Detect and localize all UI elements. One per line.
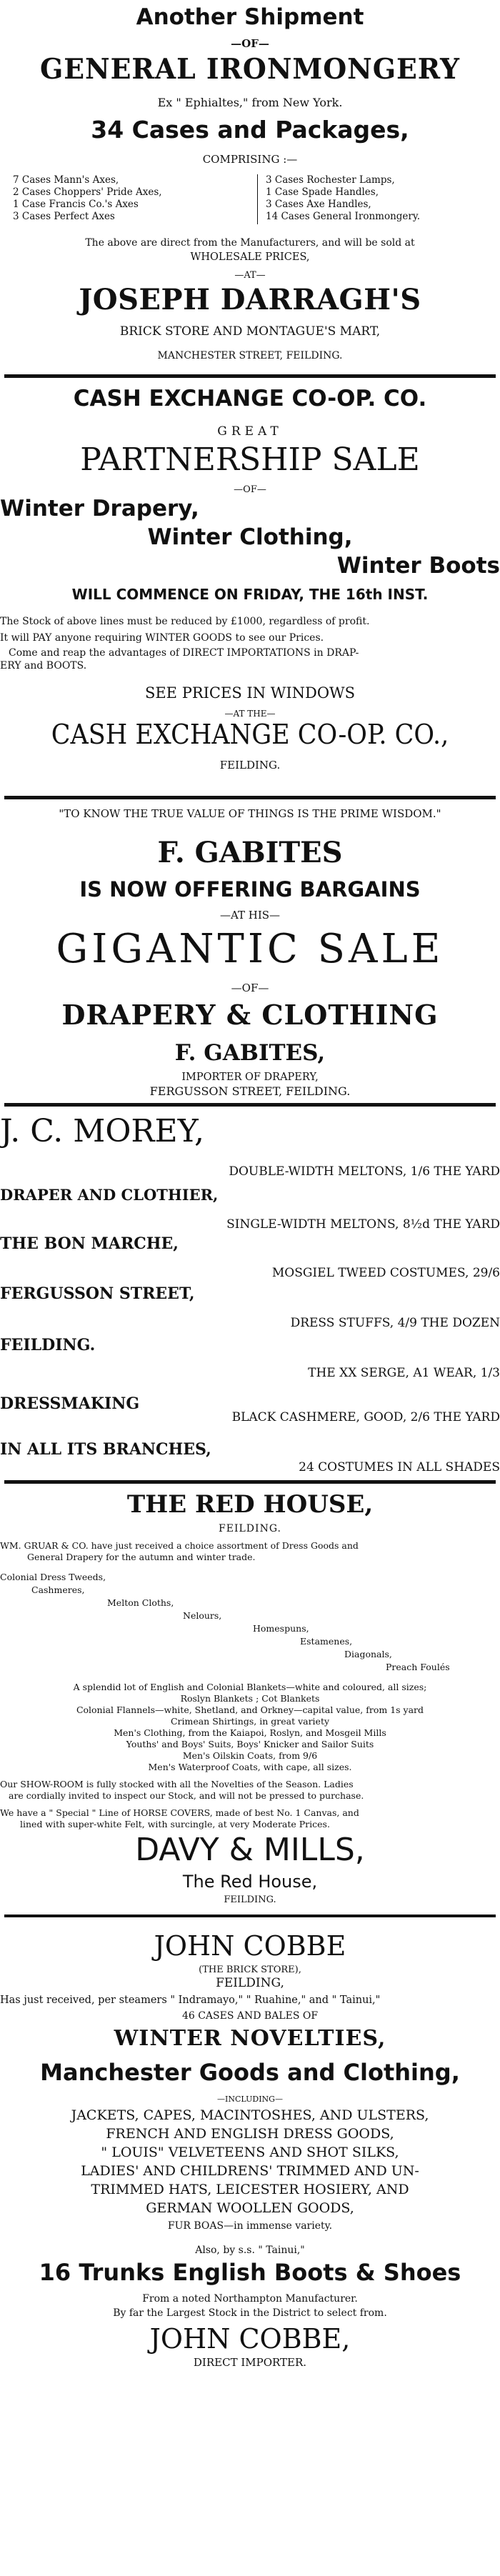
stuff-estamenes: Estamenes, xyxy=(300,1636,353,1647)
trunks-heading: 16 Trunks English Boots & Shoes xyxy=(39,2259,461,2286)
of-label: —OF— xyxy=(231,982,269,994)
come-line: Come and reap the advantages of DIRECT IMPORTATIONS in DRAP- xyxy=(9,647,359,659)
item: 1 Case Francis Co.'s Axes xyxy=(13,199,139,210)
cash-exchange-ad xyxy=(0,379,500,802)
drapery-clothing: DRAPERY & CLOTHING xyxy=(61,999,439,1031)
costumes-shades: 24 COSTUMES IN ALL SHADES xyxy=(299,1460,500,1474)
item-dress-goods: FRENCH AND ENGLISH DRESS GOODS, xyxy=(106,2126,394,2142)
column-divider xyxy=(257,174,258,224)
brick-store: (THE BRICK STORE), xyxy=(199,1965,301,1975)
at-his-label: —AT HIS— xyxy=(219,909,281,922)
divider xyxy=(4,1480,496,1484)
windows-line: SEE PRICES IN WINDOWS xyxy=(144,684,356,702)
item: 3 Cases Perfect Axes xyxy=(13,211,115,222)
pay-line: It will PAY anyone requiring WINTER GOODS to see our Prices. xyxy=(0,632,324,644)
street-line: FERGUSSON STREET, FEILDING. xyxy=(149,1084,351,1098)
gabites-ad xyxy=(0,800,500,1136)
store-line: BRICK STORE AND MONTAGUE'S MART, xyxy=(119,324,381,339)
feilding-line: FEILDING. xyxy=(0,1336,96,1354)
item-jackets: JACKETS, CAPES, MACINTOSHES, AND ULSTERS, xyxy=(71,2107,429,2123)
flannels-line: Colonial Flannels—white, Shetland, and Orkney—capital value, from 1s yard xyxy=(76,1704,424,1715)
town-line: FEILDING. xyxy=(219,759,281,772)
tweed-costumes: MOSGIEL TWEED COSTUMES, 29/6 xyxy=(271,1266,500,1280)
offering-line: IS NOW OFFERING BARGAINS xyxy=(79,877,421,902)
cobbe-ad xyxy=(0,1919,500,2576)
all-branches: IN ALL ITS BRANCHES, xyxy=(0,1440,211,1459)
intro-line: WM. GRUAR & CO. have just received a choice assortment of Dress Goods and xyxy=(0,1540,359,1551)
co-op-title: CASH EXCHANGE CO-OP. CO. xyxy=(73,386,427,411)
manchester-goods: Manchester Goods and Clothing, xyxy=(40,2059,460,2086)
meltons-single: SINGLE-WIDTH MELTONS, 8½d THE YARD xyxy=(226,1217,500,1232)
street-line: MANCHESTER STREET, FEILDING. xyxy=(157,350,343,361)
town-line: FEILDING. xyxy=(219,1523,281,1534)
item-velveteens: " LOUIS" VELVETEENS AND SHOT SILKS, xyxy=(101,2145,399,2160)
gabites-name-2: F. GABITES, xyxy=(174,1040,326,1066)
direct-line: The above are direct from the Manufacturers, and will be sold at xyxy=(85,237,415,249)
at-the-label: —AT THE— xyxy=(224,709,276,719)
special-line-2: lined with super-white Felt, with surcingle, at very Moderate Prices. xyxy=(20,1819,330,1829)
morey-ad xyxy=(0,1107,500,1509)
intro-line-2: General Drapery for the autumn and winter trade. xyxy=(27,1552,256,1562)
winter-clothing: Winter Clothing, xyxy=(147,524,353,550)
stuff-diagonals: Diagonals, xyxy=(344,1649,392,1659)
meltons-double: DOUBLE-WIDTH MELTONS, 1/6 THE YARD xyxy=(229,1164,500,1179)
cases-heading: 34 Cases and Packages, xyxy=(91,116,409,144)
of-label: —OF— xyxy=(231,37,269,50)
items-columns xyxy=(10,174,490,226)
divider xyxy=(4,796,496,799)
darragh-name: JOSEPH DARRAGH'S xyxy=(79,283,421,316)
davy-mills-name: DAVY & MILLS, xyxy=(135,1832,365,1868)
right-items xyxy=(266,174,420,223)
stuff-homespuns: Homespuns, xyxy=(253,1623,309,1634)
item-hats: LADIES' AND CHILDRENS' TRIMMED AND UN- xyxy=(81,2163,419,2179)
stuff-cashmeres: Cashmeres, xyxy=(31,1584,85,1595)
xx-serge: THE XX SERGE, A1 WEAR, 1/3 xyxy=(308,1366,500,1380)
stock-line: The Stock of above lines must be reduced by £1000, regardless of profit. xyxy=(0,616,370,627)
commence-line: WILL COMMENCE ON FRIDAY, THE 16th INST. xyxy=(71,586,429,603)
stuff-foules: Preach Foulés xyxy=(386,1662,450,1672)
item-woollen: GERMAN WOOLLEN GOODS, xyxy=(146,2200,354,2216)
morey-name: J. C. MOREY, xyxy=(0,1113,204,1149)
of-label: —OF— xyxy=(234,484,266,495)
from-line: From a noted Northampton Manufacturer. xyxy=(142,2293,358,2305)
great-label: GREAT xyxy=(217,424,283,439)
divider xyxy=(4,1103,496,1107)
feilding-line: FEILDING. xyxy=(224,1894,276,1905)
stuff-nelours: Nelours, xyxy=(183,1610,222,1621)
also-line: Also, by s.s. " Tainui," xyxy=(195,2245,305,2256)
co-op-name: CASH EXCHANGE CO-OP. CO., xyxy=(51,719,449,750)
stuff-meltons: Melton Cloths, xyxy=(107,1597,174,1608)
comprising-label: COMPRISING :— xyxy=(202,153,298,166)
gigantic-sale: GIGANTIC SALE xyxy=(56,926,444,972)
ship-line: Ex " Ephialtes," from New York. xyxy=(157,96,343,109)
item-hosiery: TRIMMED HATS, LEICESTER HOSIERY, AND xyxy=(91,2182,409,2197)
fergusson-street: FERGUSSON STREET, xyxy=(0,1284,195,1303)
headline: Another Shipment xyxy=(136,4,364,30)
divider xyxy=(4,374,496,378)
waterproof-line: Men's Waterproof Coats, with cape, all sizes. xyxy=(148,1762,352,1772)
cobbe-name-2: JOHN COBBE, xyxy=(149,2323,351,2355)
including-label: —INCLUDING— xyxy=(217,2095,283,2104)
wholesale-line: WHOLESALE PRICES, xyxy=(190,251,310,263)
roslyn-line: Roslyn Blankets ; Cot Blankets xyxy=(180,1693,320,1704)
received-line: Has just received, per steamers " Indramayo," " Ruahine," and " Tainui," xyxy=(0,1995,381,2006)
item-fur-boas: FUR BOAS—in immense variety. xyxy=(167,2220,333,2232)
winter-novelties: WINTER NOVELTIES, xyxy=(114,2026,386,2051)
item: 1 Case Spade Handles, xyxy=(266,186,379,198)
special-line: We have a " Special " Line of HORSE COVERS, made of best No. 1 Canvas, and xyxy=(0,1807,359,1818)
left-items xyxy=(13,174,162,223)
suits-line: Youths' and Boys' Suits, Boys' Knicker and Sailor Suits xyxy=(126,1739,374,1749)
divider xyxy=(4,1914,496,1917)
red-house-ad xyxy=(0,1484,500,1905)
town-line: FEILDING, xyxy=(216,1976,284,1990)
ironmongery-ad xyxy=(0,0,500,429)
gabites-name: F. GABITES xyxy=(157,836,343,869)
dressmaking: DRESSMAKING xyxy=(0,1394,140,1413)
item: 7 Cases Mann's Axes, xyxy=(13,174,119,186)
blankets-line: A splendid lot of English and Colonial Blankets—white and coloured, all sizes; xyxy=(73,1682,427,1692)
dress-stuffs: DRESS STUFFS, 4/9 THE DOZEN xyxy=(290,1316,500,1330)
come-line-2: ERY and BOOTS. xyxy=(0,660,87,672)
black-cashmere: BLACK CASHMERE, GOOD, 2/6 THE YARD xyxy=(231,1410,500,1424)
item: 14 Cases General Ironmongery. xyxy=(266,211,420,222)
winter-boots: Winter Boots xyxy=(336,553,500,579)
shirtings-line: Crimean Shirtings, in great variety xyxy=(170,1716,330,1727)
at-label: —AT— xyxy=(234,270,266,281)
item: 2 Cases Choppers' Pride Axes, xyxy=(13,186,162,198)
clothing-line: Men's Clothing, from the Kaiapoi, Roslyn, and Mosgeil Mills xyxy=(114,1727,386,1738)
winter-drapery: Winter Drapery, xyxy=(0,496,199,521)
red-house-line: The Red House, xyxy=(182,1872,318,1892)
showroom-line: Our SHOW-ROOM is fully stocked with all the Novelties of the Season. Ladies xyxy=(0,1779,354,1789)
importer-line: IMPORTER OF DRAPERY, xyxy=(181,1072,319,1083)
wisdom-quote: "TO KNOW THE TRUE VALUE OF THINGS IS THE PRIME WISDOM." xyxy=(59,807,441,820)
stuff-tweeds: Colonial Dress Tweeds, xyxy=(0,1572,106,1582)
showroom-line-2: are cordially invited to inspect our Stock, and will not be pressed to purchase. xyxy=(9,1790,364,1801)
bales-line: 46 CASES AND BALES OF xyxy=(181,2010,319,2022)
cobbe-name: JOHN COBBE xyxy=(154,1930,346,1962)
partnership-sale: PARTNERSHIP SALE xyxy=(80,441,420,478)
importer-line: DIRECT IMPORTER. xyxy=(193,2356,307,2369)
draper-clothier: DRAPER AND CLOTHIER, xyxy=(0,1186,219,1204)
item: 3 Cases Axe Handles, xyxy=(266,199,371,210)
oilskin-line: Men's Oilskin Coats, from 9/6 xyxy=(182,1750,318,1761)
ironmongery-title: GENERAL IRONMONGERY xyxy=(39,53,461,86)
item: 3 Cases Rochester Lamps, xyxy=(266,174,395,186)
largest-line: By far the Largest Stock in the District to select from. xyxy=(113,2307,387,2319)
red-house-title: THE RED HOUSE, xyxy=(126,1490,374,1519)
bon-marche: THE BON MARCHE, xyxy=(0,1234,179,1253)
